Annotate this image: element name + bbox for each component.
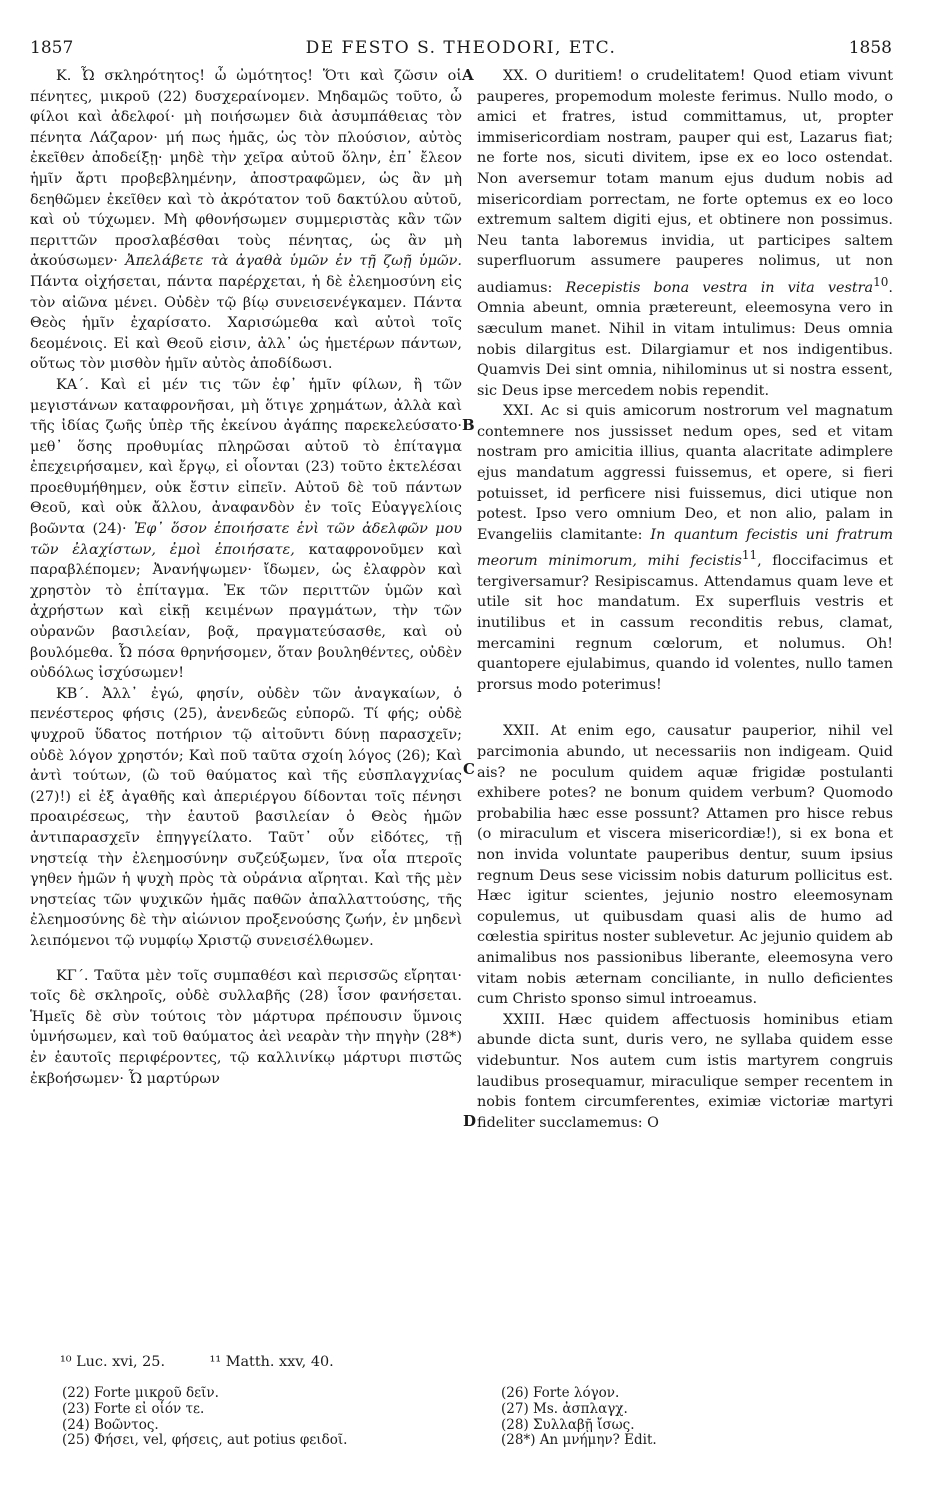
- page-number-left: 1857: [30, 38, 74, 58]
- scripture-footnotes: [60, 1354, 374, 1370]
- gutter-letter-d: D: [463, 1112, 477, 1130]
- latin-ref-11: 11: [741, 548, 758, 563]
- gutter-letter-c: C: [463, 760, 475, 778]
- greek-quote-matthew: Ἐφ᾿ ὅσον ἐποιήσατε ἑνὶ τῶν ἀδελφῶν μου τῶν ἐλαχίστων, ἐμοὶ ἐποιήσατε,: [30, 521, 462, 558]
- footnote-10: ¹⁰ Luc. xvi, 25.: [60, 1354, 166, 1370]
- latin-quote-matthew: In quantum fecistis uni fratrum meorum minimorum, mihi fecistis: [477, 526, 894, 570]
- note-26: (26) Forte λόγον.: [501, 1385, 620, 1401]
- note-23: (23) Forte εἰ οἷόν τε.: [62, 1400, 205, 1417]
- latin-paragraph-xxii: XXII. At enim ego, causatur pauperior, nihil vel parcimonia abundo, ut necessariis non indigeam. Quid ais? ne poculum quidem aquæ frigidæ postulanti exhibere potes? ne bonum quidem verbum? Quomodo probabilia hæc esse possunt? Attamen pro hisce rebus (o miraculum et viscera misericordiæ!), si ex bona et non invida voluntate pauperibus dentur, suum ipsius regnum Deus sese vicissim nobis daturum pollicitus est. Hæc igitur scientes, jejunio nostro eleemosynam copulemus, ut quibusdam quasi alis de humo ad cœlestia spiritus noster sublevetur. Ac jejunio quidem ab animalibus nos passionibus liberante, eleemosyna vero vitam nobis æternam conciliante, in nullo deficientes cum Christo sponso simul introeamus.: [477, 723, 893, 1008]
- latin-paragraph-xx: XX. O duritiem! o crudelitatem! Quod etiam vivunt pauperes, propemodum moleste ferimus. Nullo modo, o amici et fratres, istud committamus, ut, propter immisericordiam nostram, pauper qui est, Lazarus fiat; ne forte nos, sicuti divitem, ipse ex eo loco ostendat. Non aversemur totam manum ejus dudum nobis ad misericordiam porrectam, ne forte optemus ex eo loco extremum saltem digiti ejus, et obtinere non possimus. Neu tanta laborемus invidia, ut participes saltem superfluorum assumere pauperes nolimus, ut non audiamus: Recepistis bona vestra in vita vestra$^{10}$. Omnia abeunt, omnia prætereunt, eleemosyna vero in sæculum manet. Nihil in vitam intulimus: Deus omnia nobis dilargitus est. Dilargiamur et nos indigentibus. Quamvis Dei sint omnia, nihilominus ut si nostra essent, sic Deus ipse mercedem nobis rependit.: [477, 68, 893, 399]
- running-header: [30, 38, 892, 62]
- running-title: DE FESTO S. THEODORI, ETC.: [305, 38, 617, 58]
- note-28-star: (28*) An μνήμην? Edit.: [501, 1432, 657, 1449]
- note-24: (24) Βοῶντος.: [62, 1416, 159, 1433]
- greek-paragraph-kb: ΚΒ΄. Ἀλλ᾿ ἐγώ, φησίν, οὐδὲν τῶν ἀναγκαίων, ὁ πενέστερος φήσις (25), ἀνενδεῶς εὐπορῶ. Τί φής; οὐδὲ ψυχροῦ ὕδατος ποτήριον τῷ αἰτοῦντι δύνῃ παρασχεῖν; οὐδὲ λόγον χρηστόν; Καὶ ποῦ ταῦτα σχοίη λόγος (26); Καὶ ἀντὶ τούτων, (ὢ τοῦ θαύματος καὶ τῆς εὐσπλαγχνίας (27)!) εἰ ἐξ ἀγαθῆς καὶ ἀπεριέργου δίδονται τοῖς πένησι προαιρέσεως, τὴν ἑαυτοῦ βασιλείαν ὁ Θεὸς ἡμῶν ἀντιπαρασχεῖν ἐπηγγείλατο. Ταῦτ᾿ οὖν εἰδότες, τῇ νηστείᾳ τὴν ἐλεημοσύνην συζεύξωμεν, ἵνα οἷα πτεροῖς γηθεν ἡμῶν ἡ ψυχὴ πρὸς τὰ οὐράνια αἴρηται. Καὶ τῆς μὲν νηστείας τῶν ψυχικῶν ἡμᾶς παθῶν ἀπαλλαττούσης, τῆς ἐλεημοσύνης δὲ τὴν αἰώνιον προξενούσης ζωήν, ἐν μηδενὶ λειπόμενοι τῷ νυμφίῳ Χριστῷ συνεισέλθωμεν.: [30, 685, 462, 949]
- gutter-letter-a: A: [462, 66, 474, 84]
- latin-paragraph-xxiii: XXIII. Hæc quidem affectuosis hominibus etiam abunde dicta sunt, duris vero, ne syllaba quidem esse videbuntur. Nos autem cum istis martyrem congruis laudibus prosequamur, miraculique semper recentem in nobis fontem circumferentes, eximiæ victoriæ martyri fideliter succlamemus: O: [477, 1011, 893, 1131]
- latin-ref-10: 10: [873, 274, 889, 289]
- page-number-right: 1858: [848, 38, 892, 58]
- greek-column: [30, 66, 462, 1089]
- latin-paragraph-xxi: XXI. Ac si quis amicorum nostrorum vel magnatum contemnere nos jussisset nedum opes, sed et vitam nostram pro amicitia illius, quanta alacritate adimplere ejus mandatum aggressi fuissemus, et opere, si fieri potuisset, id perficere nisi fuissemus, dici utique non potest. Ipso vero omnium Deo, et non alio, palam in Evangeliis clamitante: In quantum fecistis uni fratrum meorum minimorum, mihi fecistis$^{11}$, floccifacimus et tergiversamur? Resipiscamus. Attendamus quam leve et utile sit hoc mandatum. Ex superfluis vestris et inutilibus et in cassum reconditis rebus, clamat, mercamini regnum cœlorum, et nolumus. Oh! quantopere ejulabimus, quando id volentes, nullo tamen prorsus modo poterimus!: [477, 403, 894, 693]
- footnote-11: ¹¹ Matth. xxv, 40.: [209, 1354, 334, 1370]
- greek-paragraph-kg: ΚΓ΄. Ταῦτα μὲν τοῖς συμπαθέσι καὶ περισσῶς εἴρηται· τοῖς δὲ σκληροῖς, οὐδὲ συλλαβῆς (28) ἶσον φανήσεται. Ἡμεῖς δὲ σὺν τούτοις τὸν μάρτυρα πρέπουσιν ὕμνοις ὑμνήσωμεν, καὶ τοῦ θαύματος ἀεὶ νεαρὰν τὴν πηγὴν (28*) ἐν ἑαυτοῖς περιφέροντες, τῷ καλλινίκῳ μάρτυρι πιστῶς ἐκβοήσωμεν· Ὦ μαρτύρων: [30, 967, 462, 1087]
- editorial-notes-left: [62, 1386, 347, 1449]
- gutter-letter-b: B: [462, 416, 475, 434]
- greek-paragraph-ka: ΚΑ΄. Καὶ εἰ μέν τις τῶν ἐφ᾿ ἡμῖν φίλων, ἢ τῶν μεγιστάνων καταφρονῆσαι, μὴ ὅτιγε χρημάτων, ἀλλὰ καὶ τῆς ἰδίας ζωῆς ὑπὲρ τῆς ἐκείνου ἀγάπης παρεκελεύσατο· μεθ᾿ ὅσης προθυμίας πληρῶσαι αὐτοῦ τὸ ἐπίταγμα ἐπεχειρήσαμεν, καὶ ἔργῳ, εἰ οἷονται (23) τοῦτο ἐκτελέσαι προεθυμήθημεν, οὐκ ἔστιν εἰπεῖν. Αὐτοῦ δὲ τοῦ πάντων Θεοῦ, καὶ οὐκ ἄλλου, ἀναφανδὸν ἐν τοῖς Εὐαγγελίοις βοῶντα (24)· Ἐφ᾿ ὅσον ἐποιήσατε ἑνὶ τῶν ἀδελφῶν μου τῶν ἐλαχίστων, ἐμοὶ ἐποιήσατε, καταφρονοῦμεν καὶ παραβλέπομεν; Ἀνανήψωμεν· ἴδωμεν, ὡς ἐλαφρὸν καὶ χρηστὸν τὸ ἐπίταγμα. Ἐκ τῶν περιττῶν ὑμῶν καὶ ἀχρήστων καὶ εἰκῇ κειμένων πραγμάτων, τὴν τῶν οὐρανῶν βασιλείαν, βοᾷ, πραγματεύσασθε, καὶ οὐ βουλόμεθα. Ὦ πόσα θρηνήσομεν, ὅταν βουληθέντες, οὐδὲν οὐδόλως ἰσχύσωμεν!: [30, 376, 462, 682]
- editorial-notes-right: [501, 1386, 657, 1449]
- greek-paragraph-k: K. Ὦ σκληρότητος! ὦ ὠμότητος! Ὅτι καὶ ζῶσιν οἱ πένητες, μικροῦ (22) δυσχεραίνομεν. Μηδαμῶς τοῦτο, ὦ φίλοι καὶ ἀδελφοί· μὴ ποιήσωμεν διὰ ἀσυμπάθειας τὸν πένητα Λάζαρον· μή πως ἡμᾶς, ὡς τὸν πλούσιον, αὐτὸς ἐκεῖθεν ἀποδείξῃ· μηδὲ τὴν χεῖρα αὐτοῦ ὅλην, ἐπ᾿ ἔλεον ἡμῖν ἄρτι προβεβλημένην, ἀποστραφῶμεν, ὡς ἂν μὴ δεηθῶμεν ἐκεῖθεν καὶ τὸ ἀκρότατον τοῦ δακτύλου αὐτοῦ, καὶ οὐ τύχωμεν. Μὴ φθονήσωμεν συμμεριστὰς κἂν τῶν περιττῶν προσλαβέσθαι τοὺς πένητας, ὡς ἂν μὴ ἀκούσωμεν· Ἀπελάβετε τὰ ἀγαθὰ ὑμῶν ἐν τῇ ζωῇ ὑμῶν. Πάντα οἰχήσεται, πάντα παρέρχεται, ἡ δὲ ἐλεημοσύνη εἰς τὸν αἰῶνα μένει. Οὐδὲν τῷ βίῳ συνεισενέγκαμεν. Πάντα Θεὸς ἡμῖν ἐχαρίσατο. Χαρισώμεθα καὶ αὐτοὶ τοῖς δεομένοις. Εἰ καὶ Θεοῦ εἰσιν, ἀλλ᾿ ὡς ἡμετέρων πάντων, οὕτως τὸν μισθὸν ἡμῖν αὐτὸς ἀποδίδωσι.: [30, 68, 462, 373]
- greek-quote-luke: Ἀπελάβετε τὰ ἀγαθὰ ὑμῶν ἐν τῇ ζωῇ ὑμῶν.: [125, 253, 462, 270]
- note-27: (27) Ms. ἀσπλαγχ.: [501, 1400, 628, 1417]
- latin-quote-luke: Recepistis bona vestra in vita vestra: [565, 279, 874, 296]
- note-25: (25) Φήσει, vel, φήσεις, aut potius φειδοῖ.: [62, 1432, 348, 1449]
- latin-column: [477, 66, 893, 1133]
- note-28: (28) Συλλαβῇ ἴσως.: [501, 1416, 635, 1433]
- note-22: (22) Forte μικροῦ δεῖν.: [62, 1385, 219, 1401]
